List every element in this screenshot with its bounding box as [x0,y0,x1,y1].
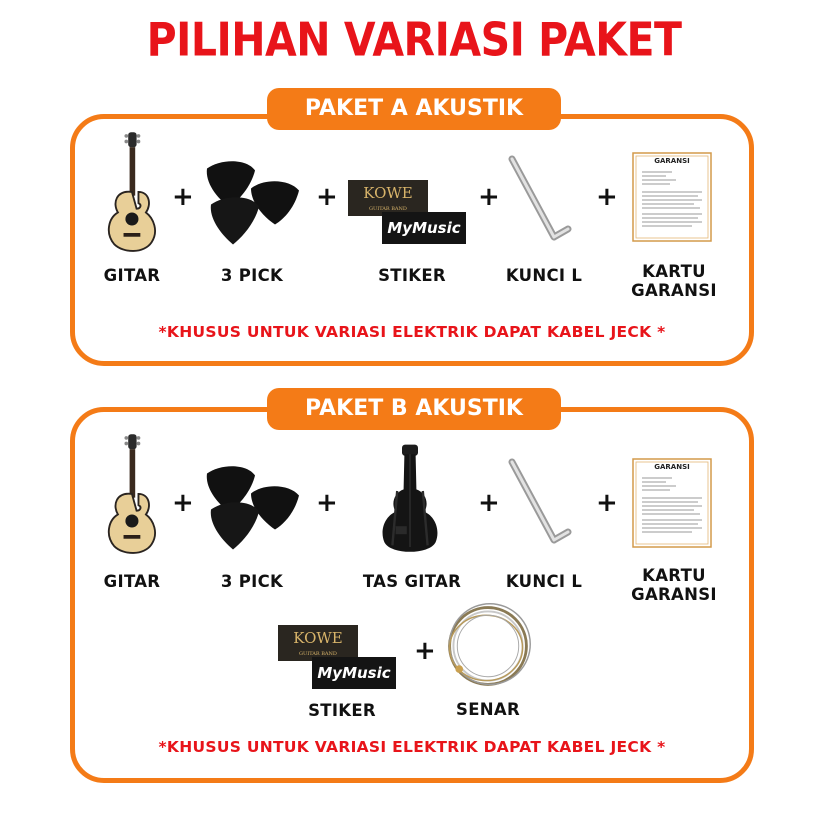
paket-a-label-gitar: GITAR [103,266,161,285]
warranty-card-heading: GARANSI [654,463,690,471]
sticker-icon [278,625,396,693]
picks-icon [203,153,303,258]
paket-b-label-kartu-line1: KARTU [642,566,706,585]
guitar-icon [103,126,159,256]
paket-b-heading: PAKET B AKUSTIK [267,388,561,430]
paket-a-label-kunci: KUNCI L [505,266,583,285]
sticker-icon [348,180,466,248]
paket-b-label-tas: TAS GITAR [362,572,462,591]
plus-icon: + [316,488,338,518]
plus-icon: + [414,636,436,666]
paket-b-label-pick: 3 PICK [220,572,284,591]
paket-a-label-stiker: STIKER [378,266,446,285]
paket-a-label-pick: 3 PICK [220,266,284,285]
plus-icon: + [478,182,500,212]
paket-b-label-gitar: GITAR [103,572,161,591]
plus-icon: + [172,488,194,518]
sticker-brand-bottom: MyMusic [312,657,396,689]
warranty-card-heading: GARANSI [654,157,690,165]
sticker-brand-top: KOWE [293,629,343,647]
sticker-brand-bottom: MyMusic [382,212,466,244]
paket-a-label-kartu-line2: GARANSI [631,281,717,300]
guitar-icon [103,428,159,558]
allen-key-icon [504,155,574,255]
paket-a-label-kartu-line1: KARTU [642,262,706,281]
plus-icon: + [596,488,618,518]
picks-icon [203,458,303,563]
paket-b-label-senar: SENAR [456,700,520,719]
warranty-card-icon [632,458,712,548]
paket-b-label-stiker: STIKER [308,701,376,720]
warranty-card-icon [632,152,712,242]
plus-icon: + [596,182,618,212]
gig-bag-icon [378,432,442,566]
paket-a-label-kartu [604,262,744,300]
sticker-brand-sub: GUITAR BAND [299,651,337,657]
plus-icon: + [172,182,194,212]
paket-b-label-kartu-line2: GARANSI [631,585,717,604]
sticker-brand-sub: GUITAR BAND [369,206,407,212]
paket-b-label-kartu [604,566,744,604]
sticker-brand-top: KOWE [363,184,413,202]
plus-icon: + [478,488,500,518]
paket-a-note: *KHUSUS UNTUK VARIASI ELEKTRIK DAPAT KABEL JECK * [158,323,666,341]
paket-b-note: *KHUSUS UNTUK VARIASI ELEKTRIK DAPAT KABEL JECK * [158,738,666,756]
strings-icon [440,598,536,694]
plus-icon: + [316,182,338,212]
paket-a-heading: PAKET A AKUSTIK [267,88,561,130]
allen-key-icon [504,458,574,558]
paket-b-label-kunci: KUNCI L [505,572,583,591]
page-title: PILIHAN VARIASI PAKET [146,13,682,67]
